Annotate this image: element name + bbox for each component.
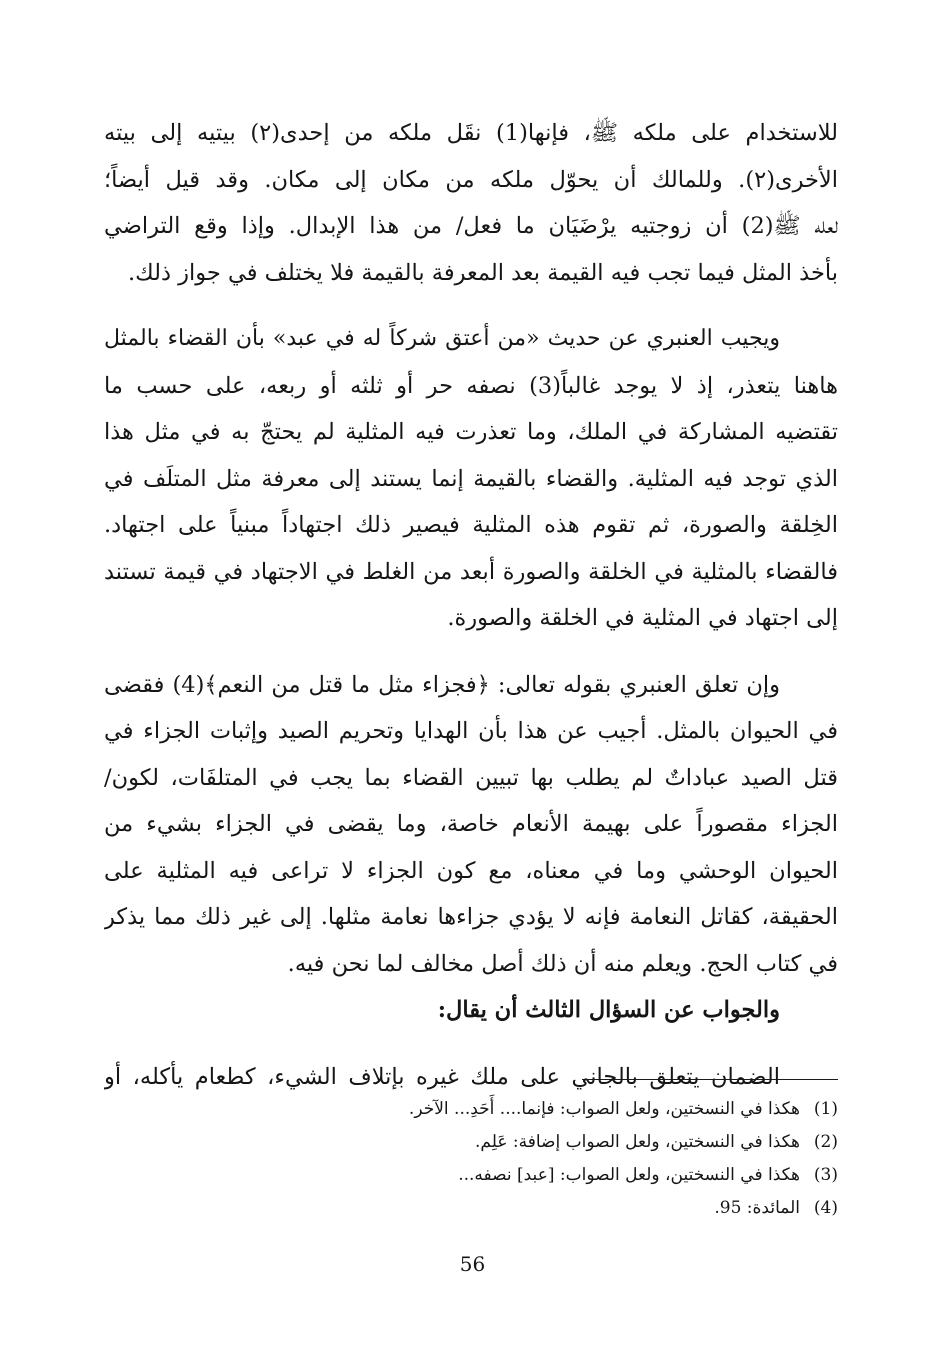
- footnote: [200, 1126, 838, 1159]
- footnote-number: (2): [813, 1132, 838, 1152]
- section-heading: والجواب عن السؤال الثالث أن يقال:: [437, 997, 780, 1023]
- footnote-number: (3): [813, 1165, 838, 1185]
- text-line: إلى اجتهاد في المثلية في الخلقة والصورة.: [447, 605, 838, 631]
- text-line: للاستخدام على ملكه ﷺ، فإنها(1) نقَل ملكه من إحدى(٢) بيتيه إلى بيته: [104, 120, 838, 146]
- text-line: في الحيوان بالمثل. أجيب عن هذا بأن الهدايا وتحريم الصيد وإثبات الجزاء في: [104, 718, 838, 744]
- main-text: [104, 110, 838, 1100]
- text-line: الخِلقة والصورة، ثم تقوم هذه المثلية فيصير ذلك اجتهاداً مبنياً على اجتهاد.: [104, 512, 838, 538]
- text-line: تقتضيه المشاركة في الملك، وما تعذرت فيه المثلية لم يحتجّ به في مثل هذا: [104, 419, 838, 445]
- footnote-number: (1): [813, 1099, 838, 1119]
- text-line: الحقيقة، كقاتل النعامة فإنه لا يؤدي جزاءها نعامة مثلها. إلى غير ذلك مما يذكر: [104, 904, 838, 930]
- text-line: الجزاء مقصوراً على بهيمة الأنعام خاصة، وما يقضى في الجزاء بشيء من: [104, 811, 838, 837]
- text-line: لعله ﷺ(2) أن زوجتيه يرْضَيَان ما فعل/ من هذا الإبدال. وإذا وقع التراضي: [104, 213, 838, 239]
- text-line: الضمان يتعلق بالجاني على ملك غيره بإتلاف الشيء، كطعام يأكله، أو: [104, 1063, 780, 1090]
- footnote-divider: [582, 1079, 838, 1080]
- text-line: في كتاب الحج. ويعلم منه أن ذلك أصل مخالف لما نحن فيه.: [287, 950, 838, 977]
- text-line: الحيوان الوحشي وما في معناه، مع كون الجزاء لا تراعى فيه المثلية على: [104, 857, 838, 884]
- text-line: قتل الصيد عباداتٌ لم يطلب بها تبيين القضاء بما يجب في المتلفَات، لكون/: [104, 764, 838, 791]
- footnotes: [200, 1093, 838, 1225]
- text-line: وإن تعلق العنبري بقوله تعالى: ﴿فجزاء مثل ما قتل من النعم﴾(4) فقضى: [104, 671, 780, 698]
- text-line: هاهنا يتعذر، إذ لا يوجد غالباً(3) نصفه حر أو ثلثه أو ربعه، على حسب ما: [104, 372, 838, 399]
- text-line: بأخذ المثل فيما تجب فيه القيمة بعد المعرفة بالقيمة فلا يختلف في جواز ذلك.: [128, 259, 838, 286]
- text-line: ويجيب العنبري عن حديث «من أعتق شركاً له في عبد» بأن القضاء بالمثل: [104, 326, 780, 351]
- page-number: 56: [459, 1252, 486, 1276]
- footnote: [200, 1159, 838, 1192]
- footnote-text: المائدة: 95.: [714, 1198, 800, 1218]
- footnote-number: (4): [813, 1198, 838, 1218]
- footnote: [200, 1093, 838, 1126]
- footnote-text: هكذا في النسختين، ولعل الصواب: [عبد] نصفه...: [458, 1165, 800, 1185]
- footnote: [200, 1192, 838, 1225]
- footnote-text: هكذا في النسختين، ولعل الصواب إضافة: عَلِم.: [475, 1132, 800, 1152]
- text-line: فالقضاء بالمثلية في الخلقة والصورة أبعد من الغلط في الاجتهاد في قيمة تستند: [104, 558, 838, 585]
- footnote-text: هكذا في النسختين، ولعل الصواب: فإنما.... أَحَدِ... الآخر.: [408, 1099, 800, 1119]
- text-line: الأخرى(٢). وللمالك أن يحوّل ملكه من مكان إلى مكان. وقد قيل أيضاً؛: [104, 166, 838, 193]
- text-line: الذي توجد فيه المثلية. والقضاء بالقيمة إنما يستند إلى معرفة مثل المتلَف في: [104, 465, 838, 492]
